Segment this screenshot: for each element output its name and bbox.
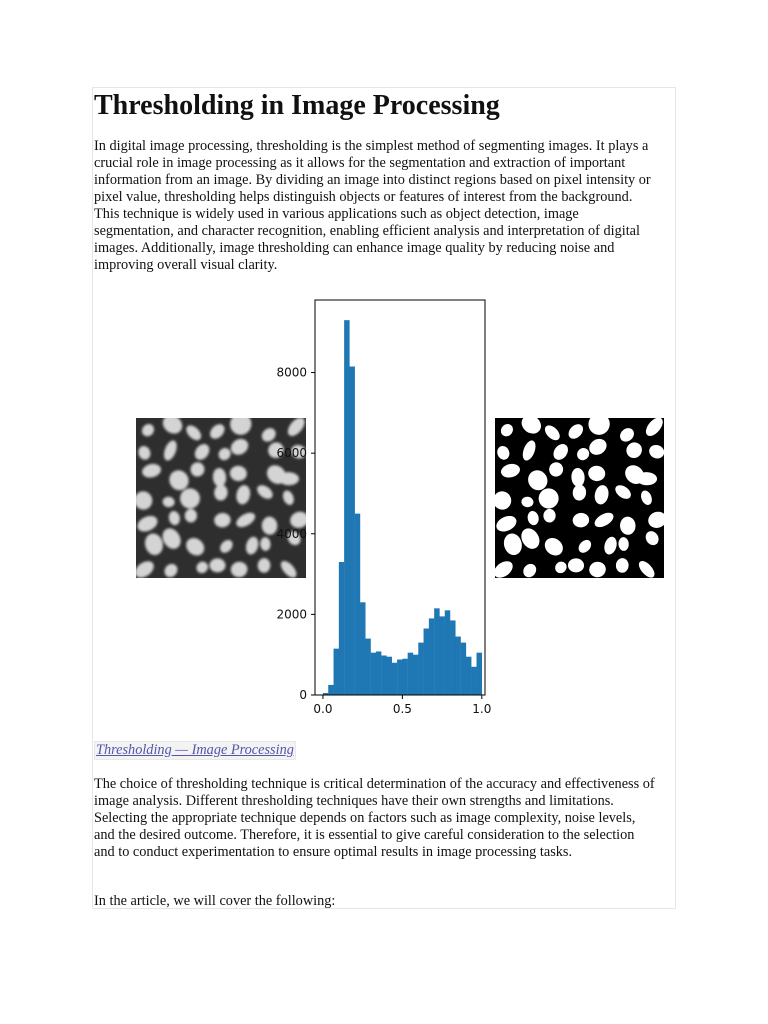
y-tick-label: 4000 [276, 526, 307, 541]
histogram-bar [397, 660, 402, 695]
histogram-bar [371, 653, 376, 695]
histogram-bar [349, 367, 354, 695]
histogram-bar [334, 649, 339, 695]
histogram-bar [408, 653, 413, 695]
y-tick-label: 2000 [276, 607, 307, 622]
histogram-bar [328, 685, 333, 695]
histogram-bar [402, 659, 407, 695]
histogram-bar [418, 643, 423, 695]
x-tick-label: 0.5 [392, 702, 412, 716]
histogram-bar [360, 602, 365, 695]
histogram-bar [477, 653, 482, 695]
y-tick-label: 8000 [276, 365, 307, 380]
histogram-bar [392, 663, 397, 695]
binary-threshold-image [491, 411, 669, 581]
x-tick-label: 1.0 [472, 702, 492, 716]
histogram-bar [424, 628, 429, 695]
y-tick-label: 6000 [276, 446, 307, 461]
histogram-bar [445, 610, 450, 695]
histogram-bar [344, 320, 349, 695]
page-title: Thresholding in Image Processing [94, 90, 500, 121]
histogram-bar [455, 637, 460, 695]
histogram-bar [386, 657, 391, 695]
histogram-bar [439, 616, 444, 695]
y-tick-label: 0 [299, 688, 307, 702]
histogram-bar [450, 620, 455, 695]
article-outline-intro: In the article, we will cover the following: [94, 893, 336, 909]
histogram-bar [461, 643, 466, 695]
histogram-bar [471, 667, 476, 695]
histogram-bar [413, 655, 418, 695]
histogram-bar [466, 657, 471, 695]
histogram-bar [376, 651, 381, 695]
figure-caption-link[interactable]: Thresholding — Image Processing [96, 742, 294, 758]
histogram-bar [434, 608, 439, 695]
histogram-bar [381, 656, 386, 696]
histogram-bar [365, 639, 370, 695]
histogram-bar [355, 514, 360, 695]
grayscale-blob-image [132, 411, 311, 581]
histogram-bar [339, 562, 344, 695]
histogram-chart [276, 300, 491, 716]
intro-paragraph: In digital image processing, thresholding is the simplest method of segmenting images. It plays a crucial role in image processing as it allows for the segmentation and extraction of important information from an image. By dividing an image into distinct regions based on pixel intensity or pixel value, thresholding helps distinguish objects or features of interest from the background. This technique is widely used in various applications such as object detection, image segmentation, and character recognition, enabling efficient analysis and interpretation of digital images. Additionally, image thresholding can enhance image quality by reducing noise and improving overall visual clarity. [94, 138, 651, 273]
histogram-bar [429, 618, 434, 695]
body-paragraph: The choice of thresholding technique is critical determination of the accuracy and effectiveness of image analysis. Different thresholding techniques have their own strengths and limitations. Selecting the appropriate technique depends on factors such as image complexity, noise levels, and the desired outcome. Therefore, it is essential to give careful consideration to the selection and to conduct experimentation to ensure optimal results in image processing tasks. [94, 776, 655, 860]
x-tick-label: 0.0 [313, 702, 333, 716]
